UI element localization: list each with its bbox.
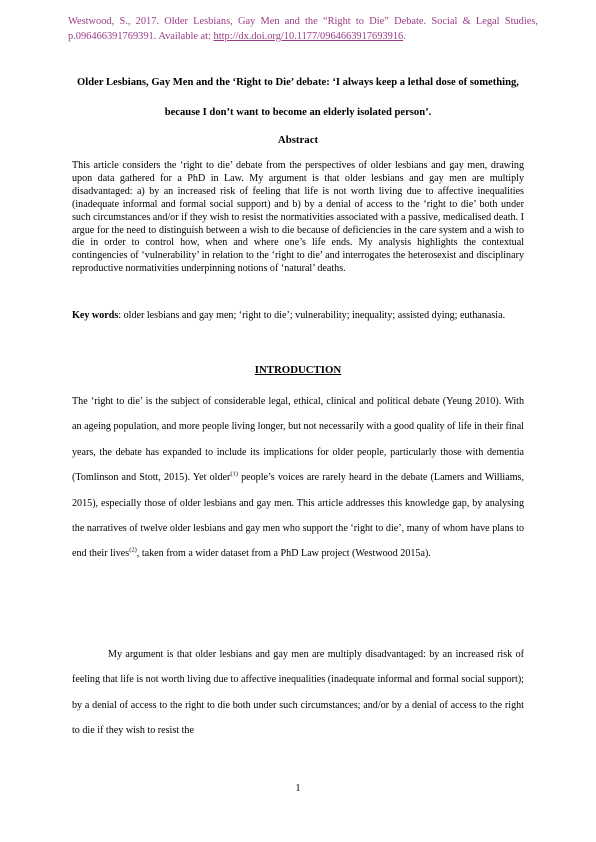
doi-link[interactable]: http://dx.doi.org/10.1177/0964663917693916: [213, 31, 404, 42]
citation-header: [68, 14, 538, 44]
keywords-text: : older lesbians and gay men; ‘right to die’; vulnerability; inequality; assisted dying; euthanasia.: [118, 310, 506, 321]
introduction-paragraph-1: [72, 389, 524, 567]
introduction-heading: INTRODUCTION: [254, 364, 342, 376]
intro-p1-part3: , taken from a wider dataset from a PhD Law project (Westwood 2015a).: [136, 548, 431, 560]
abstract-body: This article considers the ‘right to die’ debate from the perspectives of older lesbians and gay men, drawing upon data gathered for a PhD in Law. My argument is that older lesbians and gay men are multiply disadvantaged: a) by an increased risk of feeling that life is not worth living due to affective inequalities (inadequate informal and formal social support) and b) by a denial of access to the ‘right to die’ both under such circumstances and/or if they wish to resist the normativities associated with a passive, medicalised death. I argue for the need to distinguish between a wish to die because of deficiencies in the care system and a wish to die in order to control how, when and where one’s life ends. My analysis highlights the contextual contingencies of ‘vulnerability’ in relation to the ‘right to die’ and interrogates the heterosexist and disciplinary reproductive normativities underpinning notions of ‘natural’ deaths.: [72, 160, 524, 275]
abstract-heading: Abstract: [277, 134, 319, 146]
citation-end: .: [403, 31, 406, 42]
paper-title: Older Lesbians, Gay Men and the ‘Right to Die’ debate: ‘I always keep a lethal dose of something, because I don’t want to become an elderly isolated person’.: [77, 77, 519, 118]
footnote-ref-2[interactable]: (2): [129, 547, 137, 555]
intro-p1-part1: The ‘right to die’ is the subject of considerable legal, ethical, clinical and political debate (Yeung 2010). With an ageing population, and more people living longer, but not necessarily with a good quality of life in their final years, the debate has expanded to include its implications for older people, particularly those with dementia (Tomlinson and Stott, 2015). Yet older: [72, 396, 524, 484]
page-number: 1: [295, 783, 301, 794]
keywords-label: Key words: [72, 310, 119, 321]
footnote-ref-1[interactable]: (1): [230, 470, 238, 478]
intro-p1-part2: people’s voices are rarely heard in the debate (Lamers and Williams, 2015), especially those of older lesbians and gay men. This article addresses this knowledge gap, by analysing the narratives of twelve older lesbians and gay men who support the ‘right to die’, many of whom have plans to end their lives: [72, 472, 524, 560]
introduction-paragraph-2: My argument is that older lesbians and gay men are multiply disadvantaged: by an increased risk of feeling that life is not worth living due to affective inequalities (inadequate informal and formal social support); by a denial of access to the right to die both under such circumstances; and/or by a denial of access to the right to die if they wish to resist the: [72, 649, 524, 737]
keywords: [72, 310, 524, 323]
citation-text: Westwood, S., 2017. Older Lesbians, Gay Men and the “Right to Die” Debate. Social & Legal Studies, p.096466391769391. Available at:: [68, 16, 538, 42]
